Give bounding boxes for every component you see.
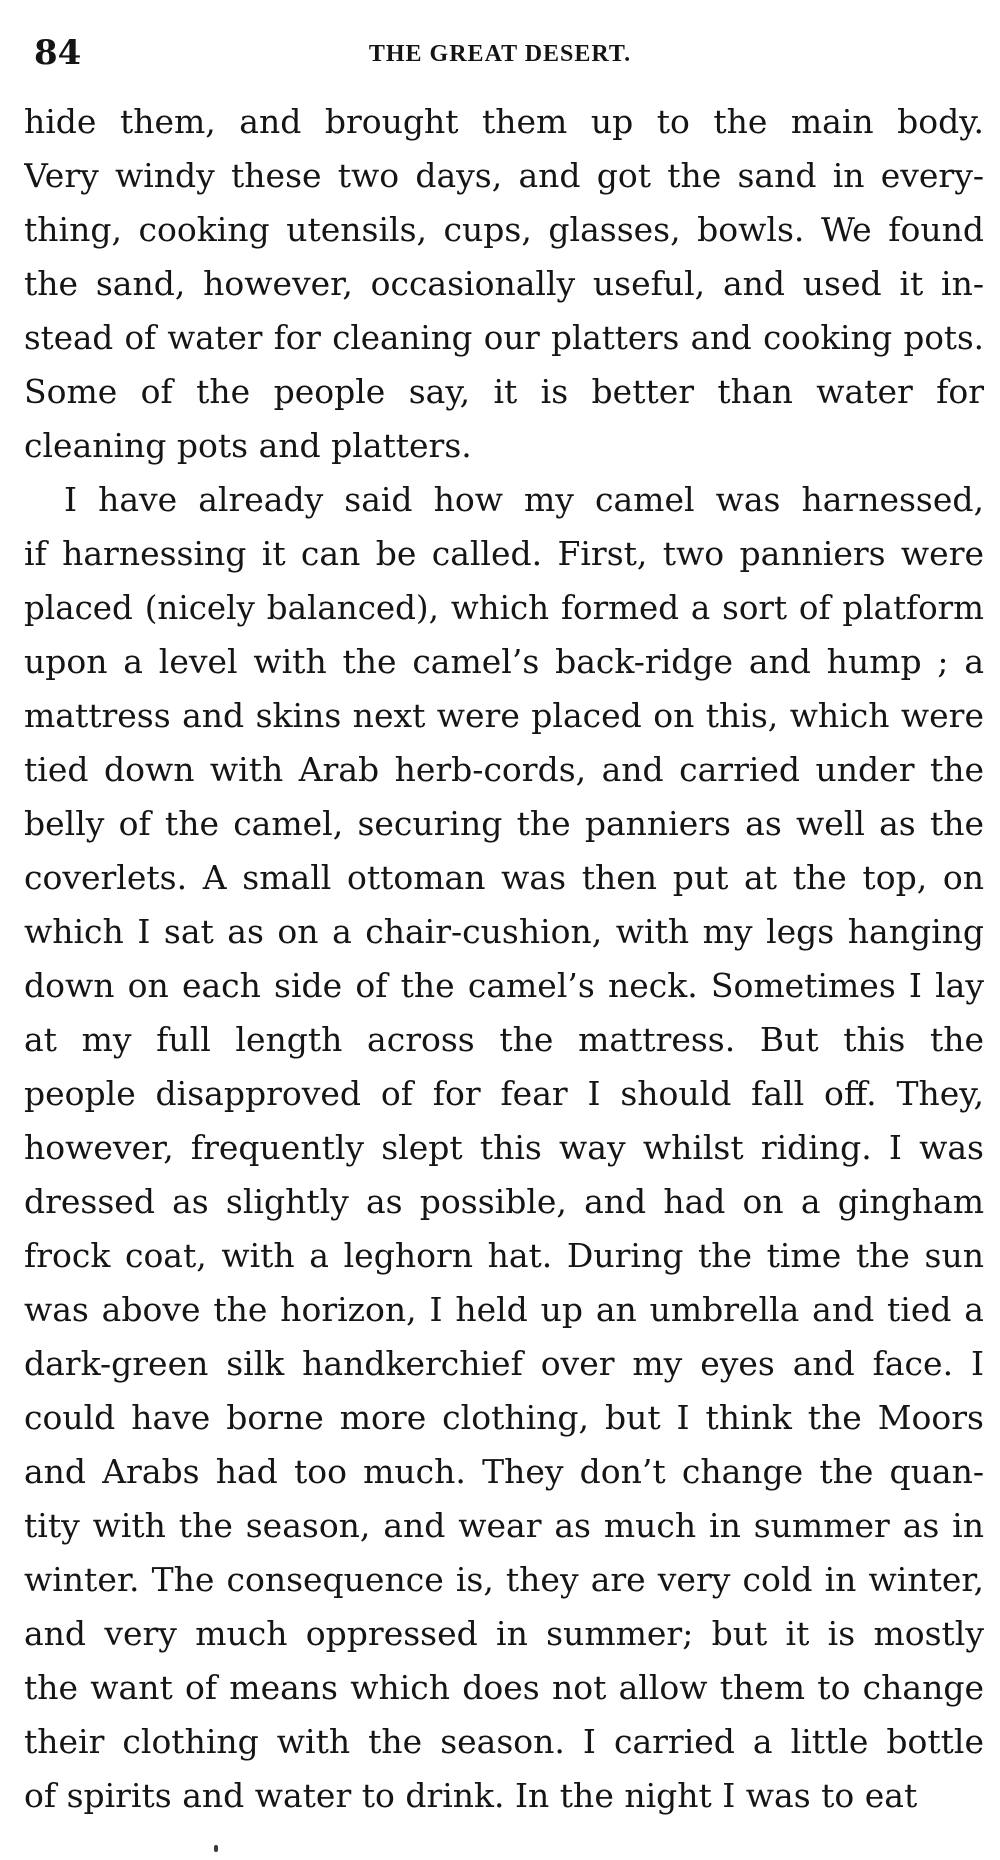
print-speck (214, 1845, 218, 1852)
text-line: at my full length across the mattress. But this the (24, 1020, 984, 1059)
paragraph (24, 473, 984, 1823)
running-title: THE GREAT DESERT. (368, 41, 632, 67)
paragraph (24, 95, 984, 473)
text-line: frock coat, with a leghorn hat. During the time the sun (24, 1236, 984, 1275)
text-line: people disapproved of for fear I should fall off. They, (24, 1074, 984, 1113)
text-line: cleaning pots and platters. (24, 426, 472, 465)
text-line: tity with the season, and wear as much in summer as in (24, 1506, 984, 1545)
text-line: however, frequently slept this way whilst riding. I was (24, 1128, 984, 1167)
text-line: placed (nicely balanced), which formed a sort of platform (24, 589, 984, 627)
text-line: thing, cooking utensils, cups, glasses, bowls. We found (24, 210, 984, 249)
text-line: I have already said how my camel was harnessed, (64, 480, 984, 519)
text-line: their clothing with the season. I carried a little bottle (24, 1722, 984, 1761)
text-line: the sand, however, occasionally useful, and used it in- (24, 264, 984, 303)
text-line: hide them, and brought them up to the main body. (24, 102, 984, 141)
text-line: and Arabs had too much. They don’t change the quan- (24, 1452, 984, 1491)
text-line: stead of water for cleaning our platters and cooking pots. (24, 319, 984, 357)
text-line: coverlets. A small ottoman was then put at the top, on (24, 858, 984, 897)
text-line: upon a level with the camel’s back-ridge and hump ; a (24, 642, 984, 681)
page-number: 84 (34, 33, 82, 73)
text-line: Very windy these two days, and got the sand in every- (24, 156, 984, 195)
text-line: dressed as slightly as possible, and had on a gingham (24, 1182, 984, 1221)
text-line: and very much oppressed in summer; but it is mostly (24, 1614, 984, 1653)
body-text (24, 95, 984, 1823)
text-line: winter. The consequence is, they are very cold in winter, (24, 1560, 984, 1599)
text-line: of spirits and water to drink. In the night I was to eat (24, 1776, 918, 1815)
page-header (26, 28, 974, 78)
text-line: if harnessing it can be called. First, two panniers were (24, 534, 984, 573)
text-line: which I sat as on a chair-cushion, with my legs hanging (24, 912, 984, 951)
text-line: dark-green silk handkerchief over my eyes and face. I (24, 1344, 984, 1383)
text-line: tied down with Arab herb-cords, and carried under the (24, 750, 984, 789)
text-line: could have borne more clothing, but I think the Moors (24, 1398, 984, 1437)
text-line: was above the horizon, I held up an umbrella and tied a (24, 1290, 984, 1329)
text-line: mattress and skins next were placed on this, which were (24, 696, 984, 735)
text-line: belly of the camel, securing the panniers as well as the (24, 804, 984, 843)
text-line: down on each side of the camel’s neck. Sometimes I lay (24, 966, 984, 1005)
text-line: the want of means which does not allow them to change (24, 1668, 984, 1707)
text-line: Some of the people say, it is better than water for (24, 372, 984, 411)
